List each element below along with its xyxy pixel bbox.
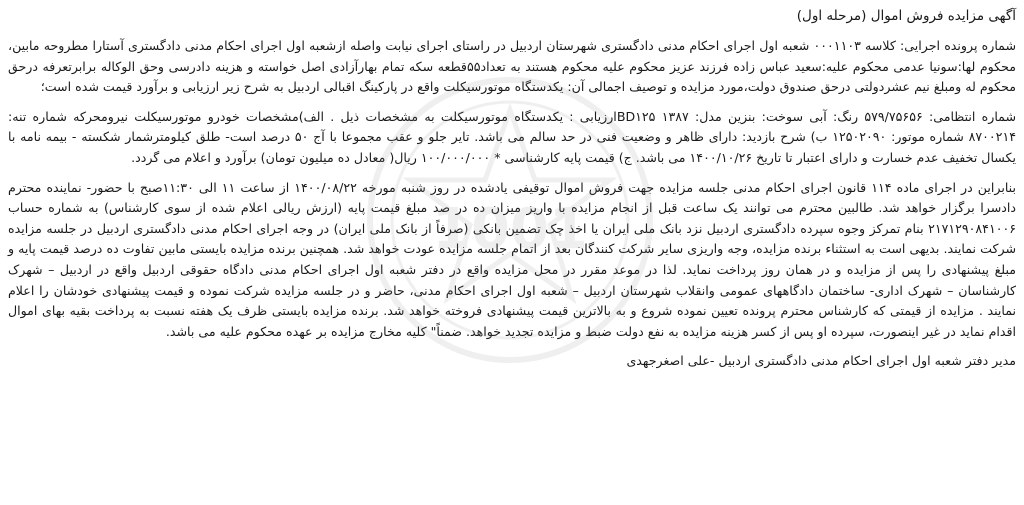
vehicle-spec-paragraph: شماره انتظامی: ۵۷۹/۷۵۶۵۶ رنگ: آبی سوخت: بنزین مدل: ۱۳۸۷ BD۱۲۵ارزیابی : یکدستگاه موتورسیکلت به مشخصات ذیل . الف)مشخصات خودرو موتورسیکلت نیرومحرکه شماره تنه: ۸۷۰۰۲۱۴ شماره موتور: ۱۲۵۰۲۰۹۰ ب) شرح بازدید: دارای ظاهر و وضعیت فنی در حد سالم می باشد. تایر جلو و عقب مجموعا با آج ۵۰ درصد است- طلق کیلومترشمار شکسته - بیمه نامه با یکسال تخفیف عدم خسارت و دارای اعتبار تا تاریخ ۱۴۰۰/۱۰/۲۶ می باشد. ج) قیمت پایه کارشناسی * ۱۰۰/۰۰۰/۰۰۰ ریال( معادل ده میلیون تومان) برآورد و اعلام می گردد. [8,108,1017,165]
signature-line: مدیر دفتر شعبه اول اجرای احکام مدنی دادگستری اردبیل -علی اصغرجهدی [626,353,1016,369]
notice-title: آگهی مزایده فروش اموال (مرحله اول) [796,8,1016,24]
auction-terms-paragraph: بنابراین در اجرای ماده ۱۱۴ قانون اجرای احکام مدنی جلسه مزایده جهت فروش اموال توقیفی یادشده در روز شنبه مورخه ۱۴۰۰/۰۸/۲۲ از ساعت ۱۱ الی ۱۱:۳۰صبح با حضور- نماینده محترم دادسرا برگزار خواهد شد. طالبین محترم می توانند یک ساعت قبل از انجام مزایده با واریز میزان ده در صد مبلغ قیمت پایه (ارزش ریالی اعلام شده از سوی کارشناس) به شماره حساب ۲۱۷۱۲۹۰۸۴۱۰۰۶ بنام تمرکز وجوه سپرده دادگستری اردبیل نزد بانک ملی ایران یا اخذ چک تضمین بانکی (صرفاً از بانک ملی ایران) در وجه اجرای احکام مدنی دادگستری اردبیل در جلسه مزایده شرکت نمایند. بدیهی است به استثناء برنده مزایده، وجه واریزی سایر شرکت کنندگان بعد از اتمام جلسه مزایده عودت خواهد شد. همچنین برنده مزایده بایستی مابین تفاوت ده درصد قیمت پایه و مبلغ پیشنهادی را پس از مزایده و در همان روز پرداخت نماید. لذا در موعد مقرر در محل مزایده واقع در دفتر شعبه اول اجرای احکام مدنی دادگاه حقوقی اردبیل واقع در اردبیل – شهرک کارشناسان – شهرک اداری- ساختمان دادگاههای عمومی وانقلاب شهرستان اردبیل – شعبه اول اجرای احکام مدنی، حاضر و در جلسه مزایده شرکت نموده و قیمت پیشنهادی خودشان را اعلام نمایند . مزایده از قیمتی که کارشناس محترم پرونده تعیین نموده شروع و به بالاترین قیمت پیشنهادی فروخته خواهد شد. برنده مزایده بایستی ظرف یک هفته نسبت به پرداخت بقیه بهای اموال اقدام نماید در غیر اینصورت، سپرده او پس از کسر هزینه مزایده به نفع دولت ضبط و مزایده تجدید خواهد. ضمناً" کلیه مخارج مزایده بر عهده محکوم علیه می باشد. [8,179,1016,339]
case-paragraph: شماره پرونده اجرایی: کلاسه ۰۰۰۱۱۰۳ شعبه اول اجرای احکام مدنی دادگستری شهرستان اردبیل در راستای اجرای نیابت واصله ازشعبه اول اجرای احکام مدنی دادگستری آستارا مطروحه مابین، محکوم لها:سونیا عدمی محکوم علیه:سعید عباس زاده فرزند عزیز محکوم علیه محکوم هستند به تعداد۵۵قطعه سکه تمام بهارآزادی اصل خواسته و هزینه دادرسی وحق الوکاله برابرتعرفه درحق محکوم له ومبلغ نیم عشردولتی درحق صندوق دولت،مورد مزایده و توصیف اجمالی آن: یکدستگاه موتورسیکلت واقع در پارکینگ اقبالی اردبیل به شرح زیر ارزیابی و برآورد قیمت شده است؛ [8,38,1016,95]
watermark-text: 1001 [432,197,588,262]
